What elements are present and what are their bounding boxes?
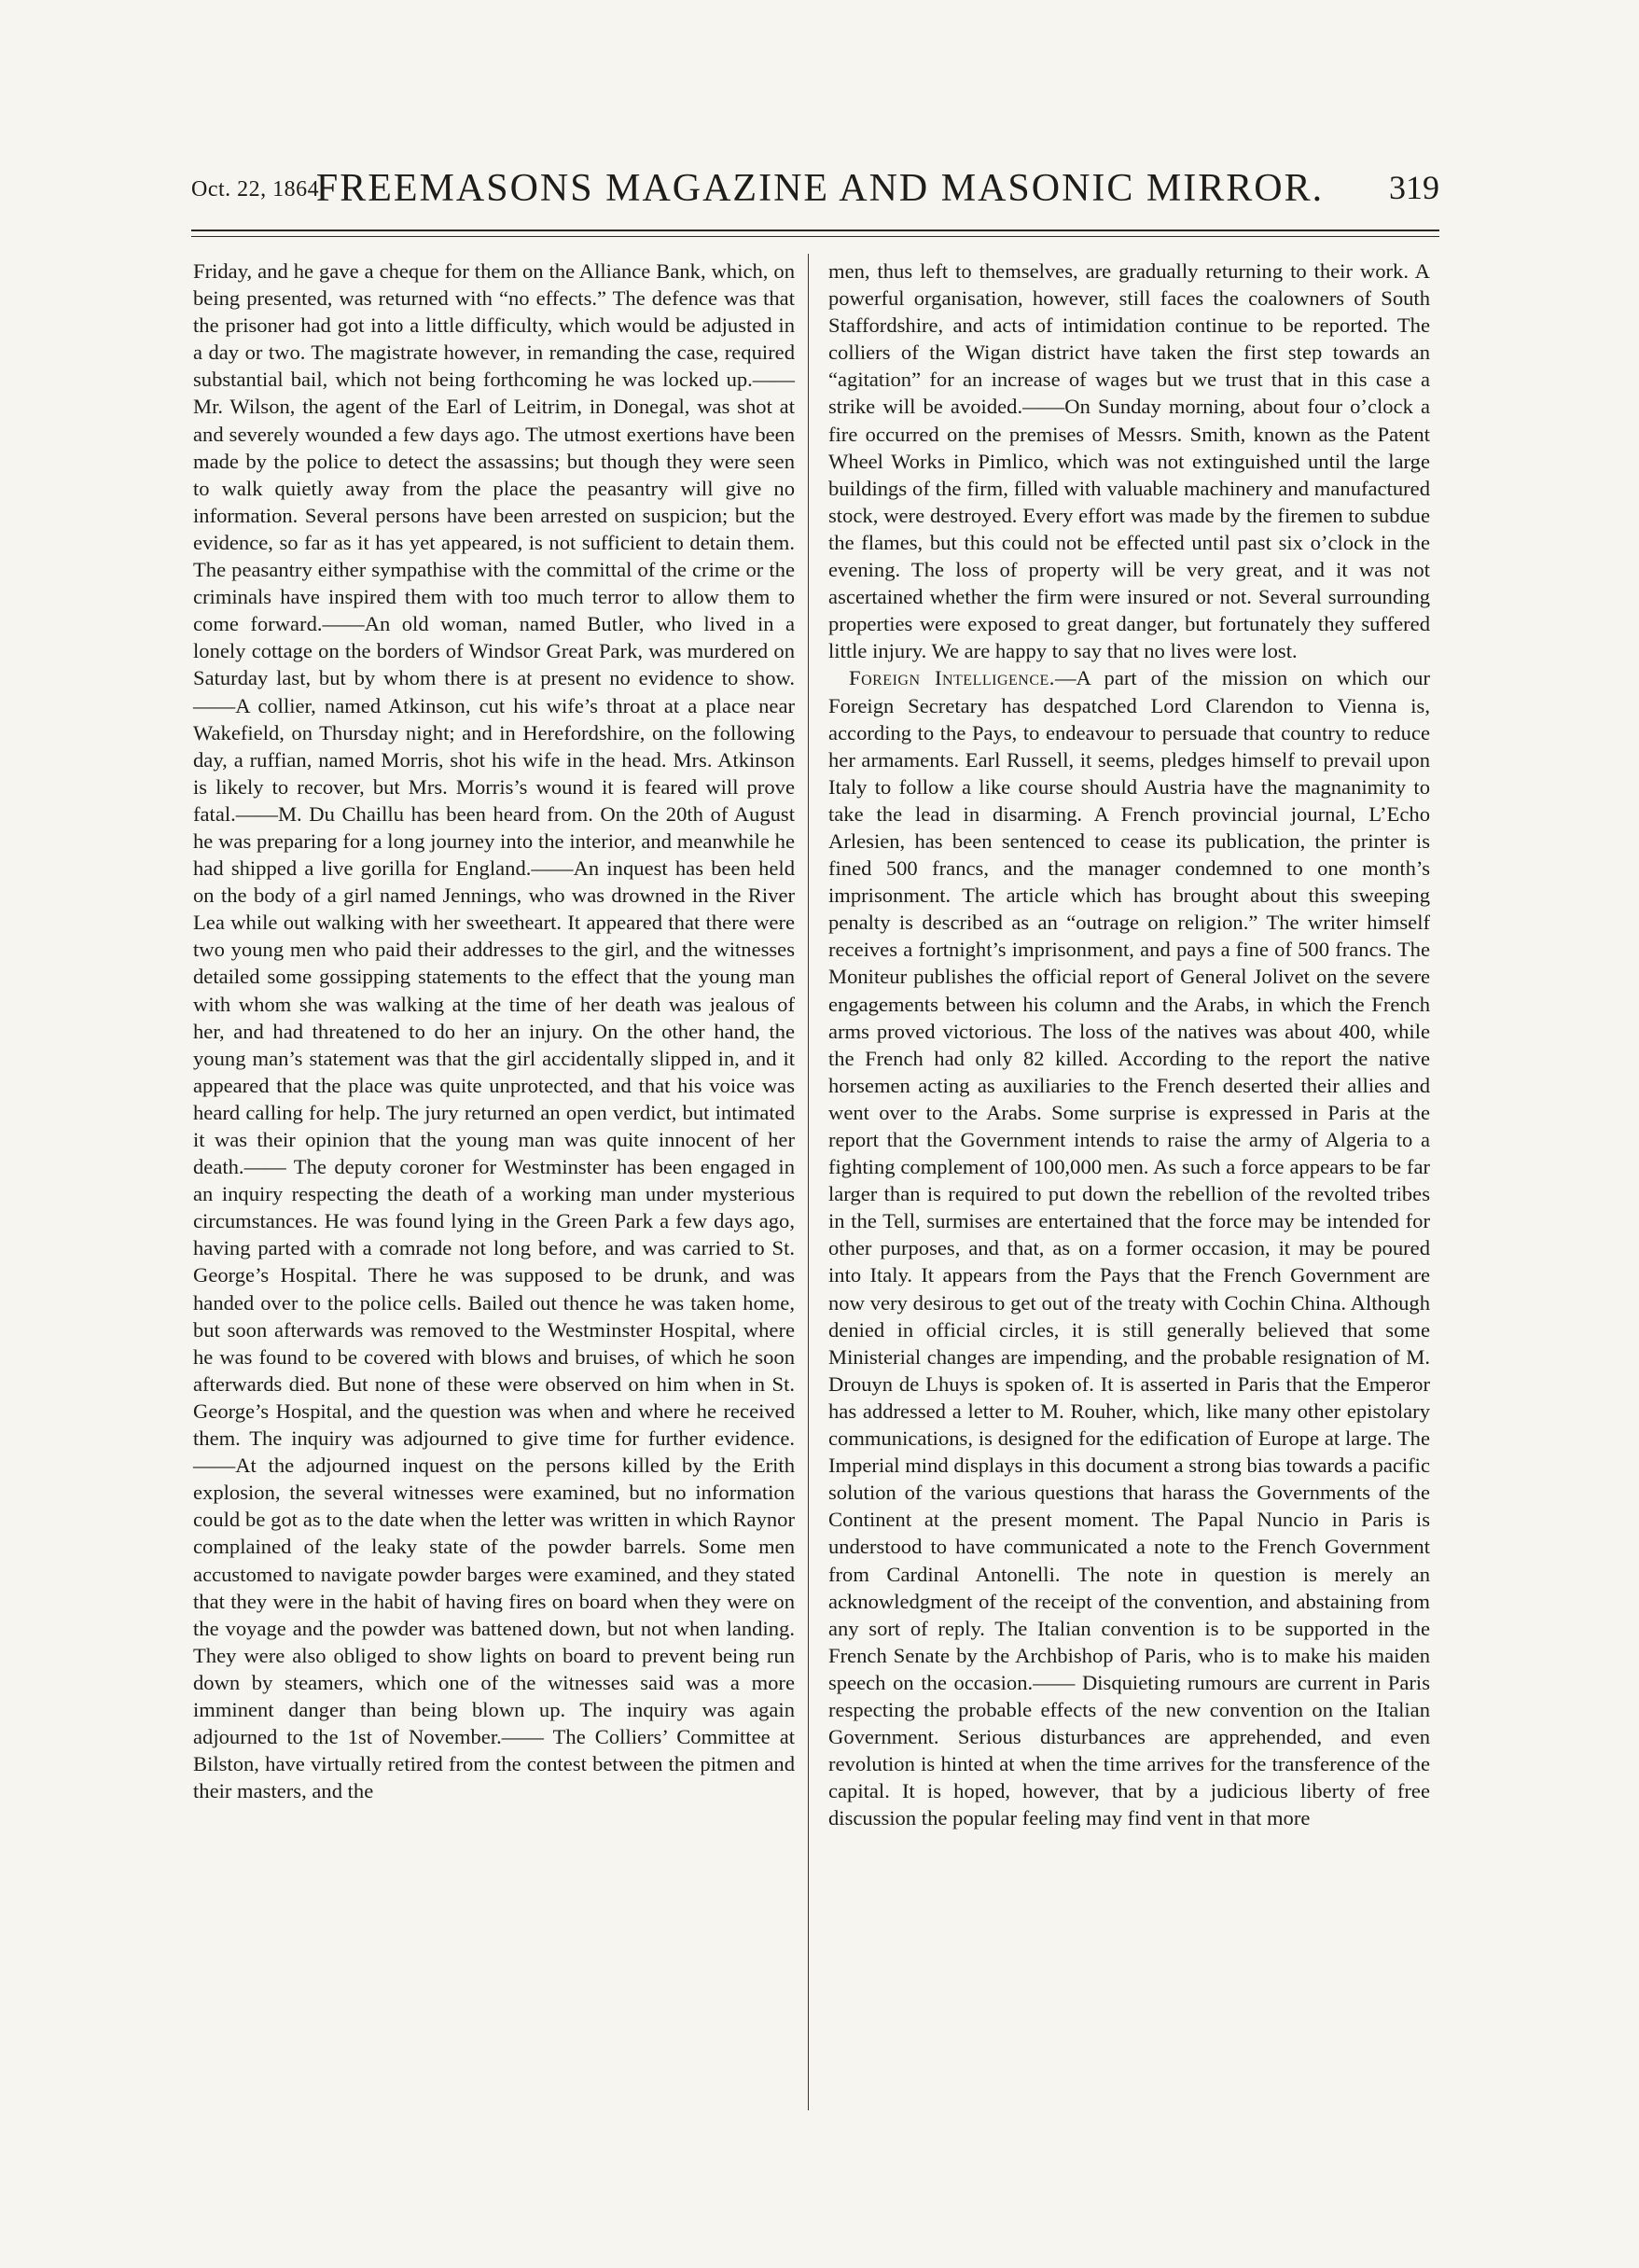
issue-date: Oct. 22, 1864. [191, 177, 326, 202]
header-rule-thin [191, 236, 1439, 237]
column-divider [808, 254, 809, 2110]
left-column [193, 257, 795, 1804]
foreign-intelligence-paragraph [828, 664, 1430, 1831]
section-heading: Foreign Intelligence. [849, 666, 1055, 690]
right-column-paragraph-1: men, thus left to themselves, are gradually returning to their work. A powerful organisation, however, still faces the coalowners of South Staffordshire, and acts of intimidation continue to be reported. The colliers of the Wigan district have taken the first step towards an “agitation” for an increase of wages but we trust that in this case a strike will be avoided.——On Sunday morning, about four o’clock a fire occurred on the premises of Messrs. Smith, known as the Patent Wheel Works in Pimlico, which was not extinguished until the large buildings of the firm, filled with valuable machinery and manufactured stock, were destroyed. Every effort was made by the firemen to subdue the flames, but this could not be effected until past six o’clock in the evening. The loss of property will be very great, and it was not ascertained whether the firm were insured or not. Several surrounding properties were exposed to great danger, but fortunately they suffered little injury. We are happy to say that no lives were lost. [828, 259, 1430, 663]
header-rule [191, 230, 1439, 231]
right-column [828, 257, 1430, 1831]
page-number: 319 [1389, 169, 1439, 206]
magazine-title: FREEMASONS MAGAZINE AND MASONIC MIRROR. [315, 167, 1325, 210]
page-header [191, 166, 1439, 222]
left-column-text: Friday, and he gave a cheque for them on the Alliance Bank, which, on being presented, was returned with “no effects.” The defence was that the prisoner had got into a little difficulty, which would be adjusted in a day or two. The magistrate however, in remanding the case, required substantial bail, which not being forthcoming he was locked up.——Mr. Wilson, the agent of the Earl of Leitrim, in Donegal, was shot at and severely wounded a few days ago. The utmost exertions have been made by the police to detect the assassins; but though they were seen to walk quietly away from the place the peasantry will give no information. Several persons have been arrested on suspicion; but the evidence, so far as it has yet appeared, is not sufficient to detain them. The peasantry either sympathise with the committal of the crime or the criminals have inspired them with too much terror to allow them to come forward.——An old woman, named Butler, who lived in a lonely cottage on the borders of Windsor Great Park, was murdered on Saturday last, but by whom there is at present no evidence to show.——A collier, named Atkinson, cut his wife’s throat at a place near Wakefield, on Thursday night; and in Herefordshire, on the following day, a ruffian, named Morris, shot his wife in the head. Mrs. Atkinson is likely to recover, but Mrs. Morris’s wound it is feared will prove fatal.——M. Du Chaillu has been heard from. On the 20th of August he was preparing for a long journey into the interior, and meanwhile he had shipped a live gorilla for England.——An inquest has been held on the body of a girl named Jennings, who was drowned in the River Lea while out walking with her sweetheart. It appeared that there were two young men who paid their addresses to the girl, and the witnesses detailed some gossipping statements to the effect that the young man with whom she was walking at the time of her death was jealous of her, and had threatened to do her an injury. On the other hand, the young man’s statement was that the girl accidentally slipped in, and it appeared that the place was quite unprotected, and that his voice was heard calling for help. The jury returned an open verdict, but intimated it was their opinion that the young man was quite innocent of her death.—— The deputy coroner for Westminster has been engaged in an inquiry respecting the death of a working man under mysterious circumstances. He was found lying in the Green Park a few days ago, having parted with a comrade not long before, and was carried to St. George’s Hospital. There he was supposed to be drunk, and was handed over to the police cells. Bailed out thence he was taken home, but soon afterwards was removed to the Westminster Hospital, where he was found to be covered with blows and bruises, of which he soon afterwards died. But none of these were observed on him when in St. George’s Hospital, and the question was when and where he received them. The inquiry was adjourned to give time for further evidence.——At the adjourned inquest on the persons killed by the Erith explosion, the several witnesses were examined, but no information could be got as to the date when the letter was written in which Raynor complained of the leaky state of the powder barrels. Some men accustomed to navigate powder barges were examined, and they stated that they were in the habit of having fires on board when they were on the voyage and the powder was battened down, but not when landing. They were also obliged to show lights on board to prevent being run down by steamers, which one of the witnesses said was a more imminent danger than being blown up. The inquiry was again adjourned to the 1st of November.—— The Colliers’ Committee at Bilston, have virtually retired from the contest between the pitmen and their masters, and the [193, 259, 795, 1803]
right-column-paragraph-2: —A part of the mission on which our Foreign Secretary has despatched Lord Clarendon to Vienna is, according to the Pays, to endeavour to persuade that country to reduce her armaments. Earl Russell, it seems, pledges himself to prevail upon Italy to follow a like course should Austria have the magnanimity to take the lead in disarming. A French provincial journal, L’Echo Arlesien, has been sentenced to cease its publication, the printer is fined 500 francs, and the manager condemned to one month’s imprisonment. The article which has brought about this sweeping penalty is described as an “outrage on religion.” The writer himself receives a fortnight’s imprisonment, and pays a fine of 500 francs. The Moniteur publishes the official report of General Jolivet on the severe engagements between his column and the Arabs, in which the French arms proved victorious. The loss of the natives was about 400, while the French had only 82 killed. According to the report the native horsemen acting as auxiliaries to the French deserted their allies and went over to the Arabs. Some surprise is expressed in Paris at the report that the Government intends to raise the army of Algeria to a fighting complement of 100,000 men. As such a force appears to be far larger than is required to put down the rebellion of the revolted tribes in the Tell, surmises are entertained that the force may be intended for other purposes, and that, as on a former occasion, it may be poured into Italy. It appears from the Pays that the French Government are now very desirous to get out of the treaty with Cochin China. Although denied in official circles, it is still generally believed that some Ministerial changes are impending, and the probable resignation of M. Drouyn de Lhuys is spoken of. It is asserted in Paris that the Emperor has addressed a letter to M. Rouher, which, like many other epistolary communications, is designed for the edification of Europe at large. The Imperial mind displays in this document a strong bias towards a pacific solution of the various questions that harass the Governments of the Continent at the present moment. The Papal Nuncio in Paris is understood to have communicated a note to the French Government from Cardinal Antonelli. The note in question is merely an acknowledgment of the receipt of the convention, and abstaining from any sort of reply. The Italian convention is to be supported in the French Senate by the Archbishop of Paris, who is to make his maiden speech on the occasion.—— Disquieting rumours are current in Paris respecting the probable effects of the new convention on the Italian Government. Serious disturbances are apprehended, and even revolution is hinted at when the time arrives for the transference of the capital. It is hoped, however, that by a judicious liberty of free discussion the popular feeling may find vent in that more [828, 666, 1430, 1830]
